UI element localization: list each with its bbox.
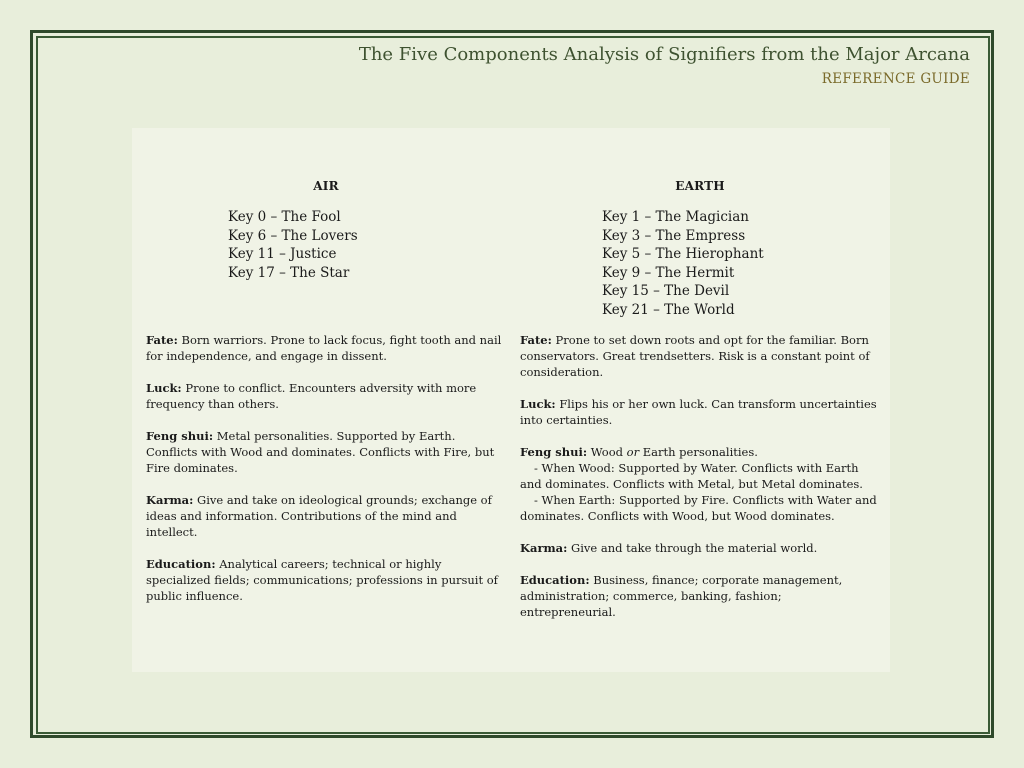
list-item: Key 1 – The Magician xyxy=(602,209,749,225)
list-item: Key 17 – The Star xyxy=(228,264,350,281)
list-item: Key 11 – Justice xyxy=(228,246,337,263)
earth-fengshui-earth: - When Earth: Supported by Fire. Conflicts with Water and dominates. Conflicts with Wood, but Wood dominates. xyxy=(520,493,877,523)
earth-key-list xyxy=(602,208,764,320)
earth-fate: Fate: Prone to set down roots and opt for the familiar. Born conservators. Great trendsetters. Risk is a constant point of consideration. xyxy=(520,333,870,379)
air-heading: AIR xyxy=(313,179,339,193)
earth-fengshui-wood: - When Wood: Supported by Water. Conflicts with Earth and dominates. Conflicts with Metal, but Metal dominates. xyxy=(520,461,863,491)
page-title: The Five Components Analysis of Signifiers from the Major Arcana xyxy=(358,44,970,65)
earth-luck: Luck: Flips his or her own luck. Can transform uncertainties into certainties. xyxy=(520,397,877,427)
earth-fengshui: Feng shui: Wood or Earth personalities. - When Wood: Supported by Water. Conflicts with Earth and dominates. Conflicts with Metal, but Metal dominates. - When Earth: Supported by Fire. Conflicts with Water and dominates. Conflicts with Wood, but Wood dominates. xyxy=(520,445,877,523)
earth-heading: EARTH xyxy=(675,179,725,193)
air-luck: Luck: Prone to conflict. Encounters adversity with more frequency than others. xyxy=(146,381,477,411)
earth-karma: Karma: Give and take through the material world. xyxy=(520,541,818,555)
content-panel xyxy=(132,128,890,672)
earth-education: Education: Business, finance; corporate management, administration; commerce, banking, fashion; entrepreneurial. xyxy=(520,573,843,619)
air-fengshui: Feng shui: Metal personalities. Supported by Earth. Conflicts with Wood and dominates. Conflicts with Fire, but Fire dominates. xyxy=(146,429,495,475)
list-item: Key 3 – The Empress xyxy=(602,227,746,244)
list-item: Key 9 – The Hermit xyxy=(602,264,735,281)
list-item: Key 0 – The Fool xyxy=(228,209,341,225)
air-education: Education: Analytical careers; technical or highly specialized fields; communications; professions in pursuit of public influence. xyxy=(146,557,498,603)
air-attributes xyxy=(146,332,508,620)
air-karma: Karma: Give and take on ideological grounds; exchange of ideas and information. Contributions of the mind and intellect. xyxy=(146,493,492,539)
list-item: Key 15 – The Devil xyxy=(602,283,730,300)
list-item: Key 21 – The World xyxy=(602,301,735,318)
list-item: Key 6 – The Lovers xyxy=(228,227,358,244)
air-key-list xyxy=(228,208,358,282)
earth-attributes xyxy=(520,332,880,636)
air-fate: Fate: Born warriors. Prone to lack focus, fight tooth and nail for independence, and engage in dissent. xyxy=(146,333,502,363)
page-subtitle: REFERENCE GUIDE xyxy=(821,71,970,87)
list-item: Key 5 – The Hierophant xyxy=(602,246,764,263)
